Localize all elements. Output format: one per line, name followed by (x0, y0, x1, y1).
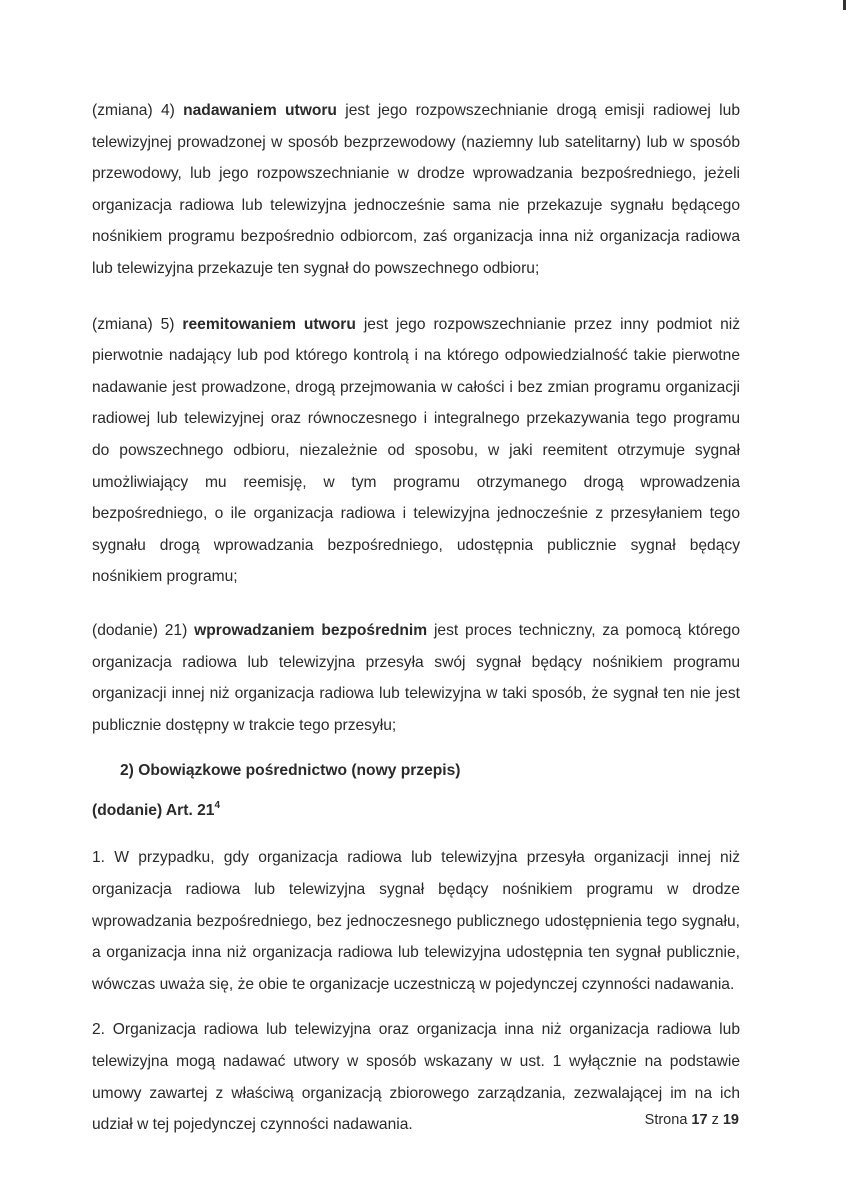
article-paragraph-2: 2. Organizacja radiowa lub telewizyjna oraz organizacja inna niż organizacja radiowa lub telewizyjna mogą nadawać utwory w sposób wskazany w ust. 1 wyłącznie na podstawie umowy zawartej z właściwą organizacją zbiorowego zarządzania, zezwalającej im na ich udział w tej pojedynczej czynności nadawania. (92, 1021, 740, 1134)
paragraph-prefix: (zmiana) 5) (92, 315, 183, 333)
paragraph-text: jest proces techniczny, za pomocą którego organizacja radiowa lub telewizyjna przesyła swój sygnał będący nośnikiem programu organizacji innej niż organizacja radiowa lub telewizyjna w taki sposób, że sygnał ten nie jest publicznie dostępny w trakcie tego przesyłu; (92, 621, 741, 734)
footer-total-pages: 19 (722, 1112, 739, 1128)
article-heading-text: (dodanie) Art. 21 (92, 801, 215, 819)
article-superscript: 4 (214, 799, 221, 811)
defined-term: nadawaniem utworu (183, 102, 337, 119)
article-heading (92, 795, 740, 827)
defined-term: wprowadzaniem bezpośrednim (194, 621, 428, 639)
scan-edge-mark (843, 0, 846, 10)
paragraph-prefix: (dodanie) 21) (92, 621, 195, 639)
article-paragraph-1: 1. W przypadku, gdy organizacja radiowa lub telewizyjna przesyła organizacji innej niż organizacja radiowa lub telewizyjna sygnał będący nośnikiem programu w drodze wprowadzania bezpośredniego, bez jednoczesnego publicznego udostępnienia tego sygnału, a organizacja inna niż organizacja radiowa lub telewizyjna udostępnia ten sygnał publicznie, wówczas uważa się, że obie te organizacje uczestniczą w pojedynczej czynności nadawania. (92, 849, 740, 993)
document-page (92, 95, 740, 1165)
footer-label: Strona (644, 1112, 692, 1128)
paragraph-text: jest jego rozpowszechnianie przez inny podmiot niż pierwotnie nadający lub pod którego kontrolą i na którego odpowiedzialność takie pierwotne nadawanie jest prowadzone, drogą przejmowania w całości i bez zmian programu organizacji radiowej lub telewizyjnej oraz równoczesnego i integralnego przekazywania tego programu do powszechnego odbioru, niezależnie od sposobu, w jaki reemitent otrzymuje sygnał umożliwiający mu reemisję, w tym programu otrzymanego drogą wprowadzenia bezpośredniego, o ile organizacja radiowa i telewizyjna jednocześnie z przesyłaniem tego sygnału drogą wprowadzania bezpośredniego, udostępnia publicznie sygnał będący nośnikiem programu; (92, 315, 741, 586)
footer-current-page: 17 (691, 1112, 708, 1128)
section-heading: 2) Obowiązkowe pośrednictwo (nowy przepis) (120, 762, 461, 780)
definition-paragraph-broadcasting (92, 95, 740, 285)
defined-term: reemitowaniem utworu (182, 315, 356, 333)
paragraph-prefix: (zmiana) 4) (92, 102, 184, 119)
page-number-footer (645, 1112, 739, 1128)
definition-paragraph-retransmission (92, 309, 740, 593)
definition-paragraph-direct-injection (92, 615, 740, 741)
paragraph-text: jest jego rozpowszechnianie drogą emisji radiowej lub telewizyjnej prowadzonej w sposób bezprzewodowy (naziemny lub satelitarny) lub w sposób przewodowy, lub jego rozpowszechnianie w drodze wprowadzania bezpośredniego, jeżeli organizacja radiowa lub telewizyjna jednocześnie sama nie przekazuje sygnału będącego nośnikiem programu bezpośrednio odbiorcom, zaś organizacja inna niż organizacja radiowa lub telewizyjna przekazuje ten sygnał do powszechnego odbioru; (92, 102, 740, 277)
footer-separator: z (707, 1112, 723, 1128)
